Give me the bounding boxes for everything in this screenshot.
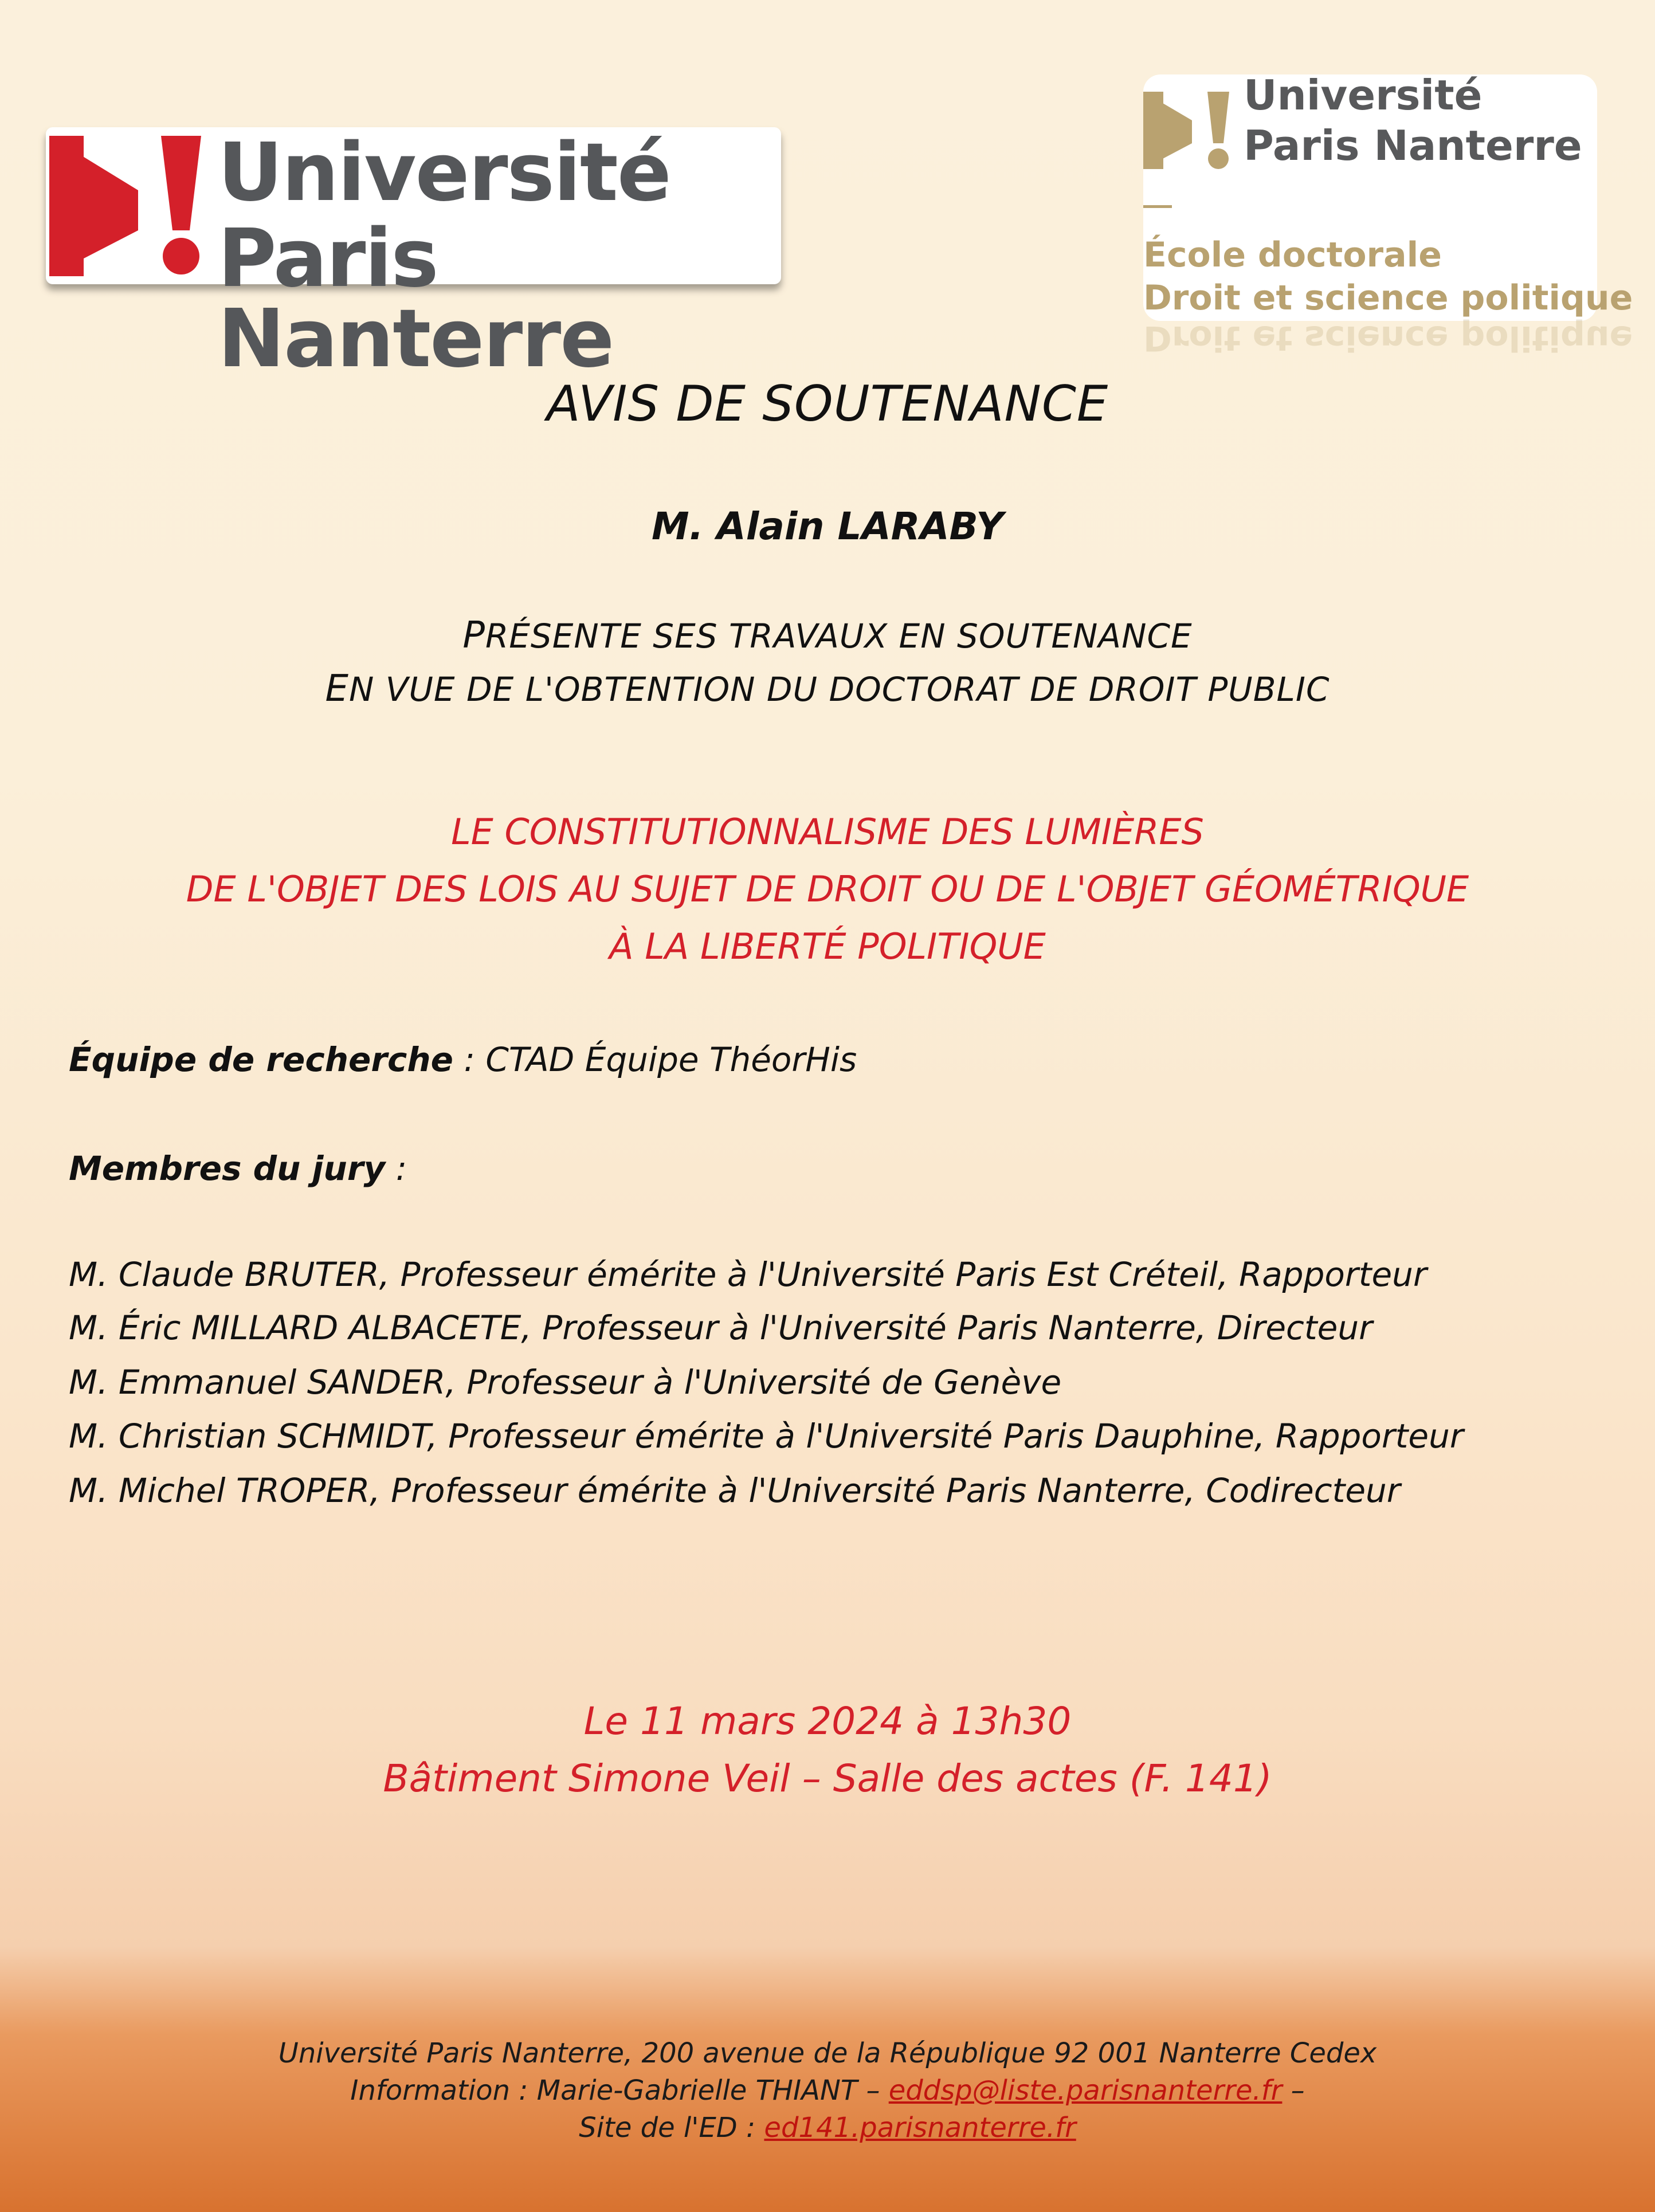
candidate-name: M. Alain LARABY: [651, 504, 1004, 548]
nanterre-n-logo-icon: [49, 133, 210, 276]
presents-line-1: [0, 614, 1655, 657]
research-team-label: Équipe de recherche: [69, 1040, 453, 1079]
jury-member: M. Emmanuel SANDER, Professeur à l'Université de Genève: [69, 1363, 1062, 1402]
presents-line-2: [0, 668, 1655, 710]
presents-line-1-initial: P: [462, 614, 485, 657]
research-team-value: : CTAD Équipe ThéorHis: [453, 1040, 857, 1079]
presents-line-2-rest: N VUE DE L'OBTENTION DU DOCTORAT DE DROIT PUBLIC: [348, 670, 1330, 709]
footer-information: [0, 2074, 1655, 2107]
presents-line-2-initial: E: [325, 668, 349, 710]
jury-heading-label: Membres du jury: [69, 1149, 386, 1188]
footer-email-link[interactable]: eddsp@liste.parisnanterre.fr: [888, 2074, 1283, 2107]
logo-left-line2: Paris Nanterre: [218, 212, 614, 386]
university-logo-left: [46, 126, 781, 386]
research-team: [69, 1040, 857, 1079]
thesis-title-line-3: À LA LIBERTÉ POLITIQUE: [609, 925, 1046, 967]
footer-info-prefix: Information : Marie-Gabrielle THIANT –: [350, 2074, 889, 2107]
footer-site-prefix: Site de l'ED :: [579, 2112, 764, 2144]
footer-info-suffix: –: [1282, 2074, 1305, 2107]
logo-right-reflection: Droit et science politique: [1143, 318, 1633, 358]
logo-right-school-line2: Droit et science politique: [1143, 278, 1633, 318]
jury-member: M. Éric MILLARD ALBACETE, Professeur à l'Université Paris Nanterre, Directeur: [69, 1308, 1372, 1347]
thesis-title-line-1: LE CONSTITUTIONNALISME DES LUMIÈRES: [451, 811, 1204, 853]
logo-left-line1: Université: [218, 126, 670, 219]
logo-right-divider: [1143, 205, 1172, 208]
logo-right-line1: Université: [1244, 71, 1483, 119]
defense-date: Le 11 mars 2024 à 13h30: [583, 1699, 1072, 1743]
logo-right-line2: Paris Nanterre: [1244, 121, 1582, 170]
footer-address: Université Paris Nanterre, 200 avenue de la République 92 001 Nanterre Cedex: [278, 2037, 1377, 2069]
footer-site: [0, 2112, 1655, 2144]
defense-place: Bâtiment Simone Veil – Salle des actes (F. 141): [383, 1756, 1272, 1801]
logo-right-school-line1: École doctorale: [1143, 235, 1442, 275]
footer-site-link[interactable]: ed141.parisnanterre.fr: [764, 2112, 1076, 2144]
jury-member: M. Christian SCHMIDT, Professeur émérite à l'Université Paris Dauphine, Rapporteur: [69, 1417, 1464, 1456]
jury-member: M. Claude BRUTER, Professeur émérite à l'Université Paris Est Créteil, Rapporteur: [69, 1255, 1427, 1294]
doctoral-school-logo-right: [1143, 71, 1633, 358]
presents-line-1-rest: RÉSENTE SES TRAVAUX EN SOUTENANCE: [485, 617, 1193, 656]
jury-heading: [69, 1149, 407, 1188]
jury-heading-colon: :: [385, 1149, 407, 1188]
thesis-title-line-2: DE L'OBJET DES LOIS AU SUJET DE DROIT OU DE L'OBJET GÉOMÉTRIQUE: [186, 868, 1469, 910]
notice-title: AVIS DE SOUTENANCE: [546, 375, 1109, 433]
nanterre-n-gold-logo-icon: [1143, 80, 1235, 172]
jury-member: M. Michel TROPER, Professeur émérite à l'Université Paris Nanterre, Codirecteur: [69, 1471, 1401, 1510]
